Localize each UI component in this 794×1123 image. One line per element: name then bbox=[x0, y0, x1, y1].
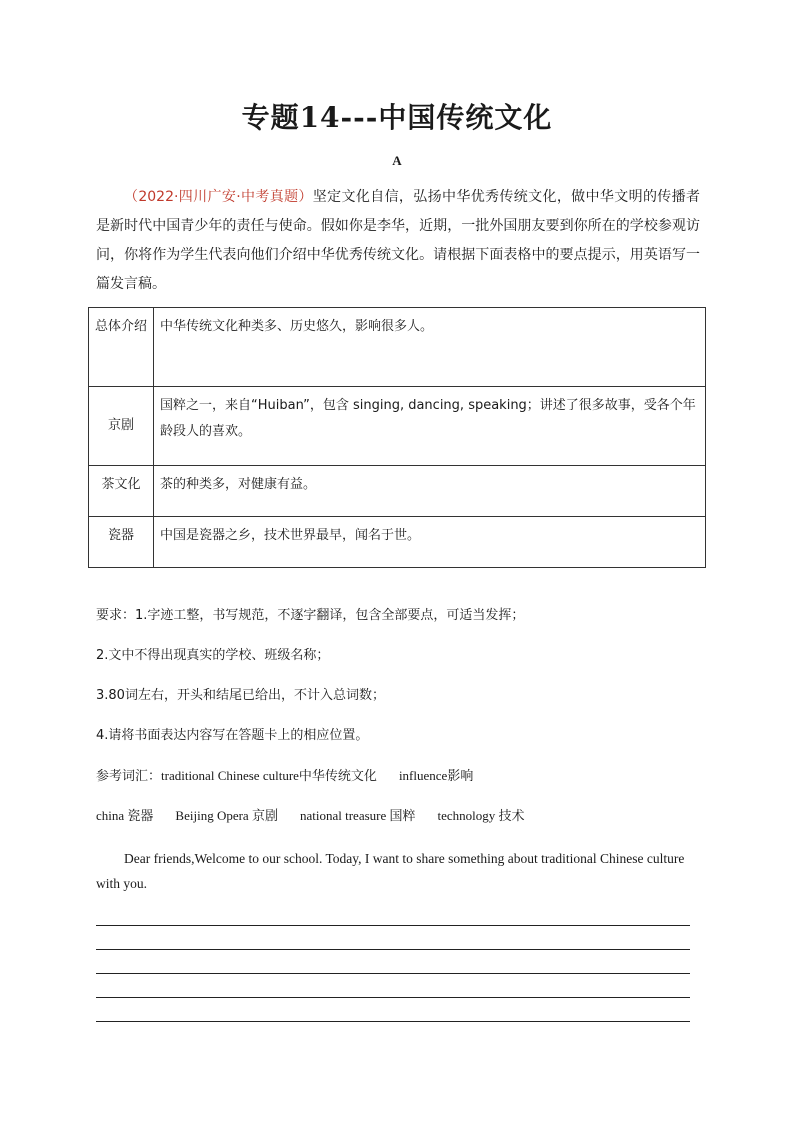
vocab-zh: 技术 bbox=[498, 809, 525, 824]
answer-line bbox=[96, 997, 690, 998]
vocab-zh: 影响 bbox=[447, 769, 474, 784]
prompt-text: 坚定文化自信，弘扬中华优秀传统文化，做中华文明的传播者是新时代中国青少年的责任与使命。假如你是李华，近期，一批外国朋友要到你所在的学校参观访问，你将作为学生代表向他们介绍中华优秀传统文化。请根据下面表格中的要点提示，用英语写一篇发言稿。 bbox=[96, 189, 701, 292]
requirement-item: 3.80词左右，开头和结尾已给出，不计入总词数； bbox=[96, 688, 385, 703]
row-key: 瓷器 bbox=[89, 517, 154, 568]
requirement-item: 4.请将书面表达内容写在答题卡上的相应位置。 bbox=[96, 728, 369, 743]
vocab-en: influence bbox=[398, 768, 448, 783]
vocab-en: technology bbox=[437, 808, 496, 823]
row-value: 茶的种类多，对健康有益。 bbox=[154, 466, 706, 517]
row-key: 总体介绍 bbox=[89, 308, 154, 387]
table-row bbox=[89, 517, 706, 568]
vocab-label: 参考词汇： bbox=[96, 769, 162, 784]
answer-line bbox=[96, 949, 690, 950]
table-row bbox=[89, 387, 706, 466]
answer-lines bbox=[96, 925, 690, 1045]
row-value: 国粹之一，来自“Huiban”，包含 singing, dancing, speaking；讲述了很多故事，受各个年龄段人的喜欢。 bbox=[154, 387, 706, 466]
outline-table bbox=[88, 307, 706, 568]
requirements bbox=[96, 600, 716, 840]
table-row bbox=[89, 466, 706, 517]
answer-line bbox=[96, 973, 690, 974]
section-mark: A bbox=[392, 153, 402, 168]
essay-opening: Dear friends,Welcome to our school. Today, I want to share something about traditional Chinese culture with you. bbox=[96, 851, 685, 891]
vocab-zh: 京剧 bbox=[251, 809, 278, 824]
vocab-zh: 国粹 bbox=[389, 809, 416, 824]
vocab-line-1 bbox=[96, 760, 716, 800]
vocab-zh: 中华传统文化 bbox=[298, 769, 377, 784]
vocab-zh: 瓷器 bbox=[127, 809, 154, 824]
vocab-line-2 bbox=[96, 800, 716, 840]
row-value: 中国是瓷器之乡，技术世界最早，闻名于世。 bbox=[154, 517, 706, 568]
vocab-en: national treasure bbox=[299, 808, 387, 823]
page-title: 专题14---中国传统文化 bbox=[241, 101, 553, 134]
row-key: 茶文化 bbox=[89, 466, 154, 517]
answer-line bbox=[96, 1021, 690, 1022]
row-key: 京剧 bbox=[89, 387, 154, 466]
table-row bbox=[89, 308, 706, 387]
vocab-en: Beijing Opera bbox=[175, 808, 249, 823]
vocab-en: china bbox=[96, 808, 125, 823]
question-prompt bbox=[96, 183, 700, 299]
requirement-item: 2.文中不得出现真实的学校、班级名称； bbox=[96, 648, 330, 663]
vocab-en: traditional Chinese culture bbox=[161, 768, 299, 783]
answer-line bbox=[96, 925, 690, 926]
question-source: （2022·四川广安·中考真题） bbox=[124, 189, 313, 205]
row-value: 中华传统文化种类多、历史悠久，影响很多人。 bbox=[154, 308, 706, 387]
requirement-item: 要求：1.字迹工整，书写规范，不逐字翻译，包含全部要点，可适当发挥； bbox=[96, 608, 525, 623]
